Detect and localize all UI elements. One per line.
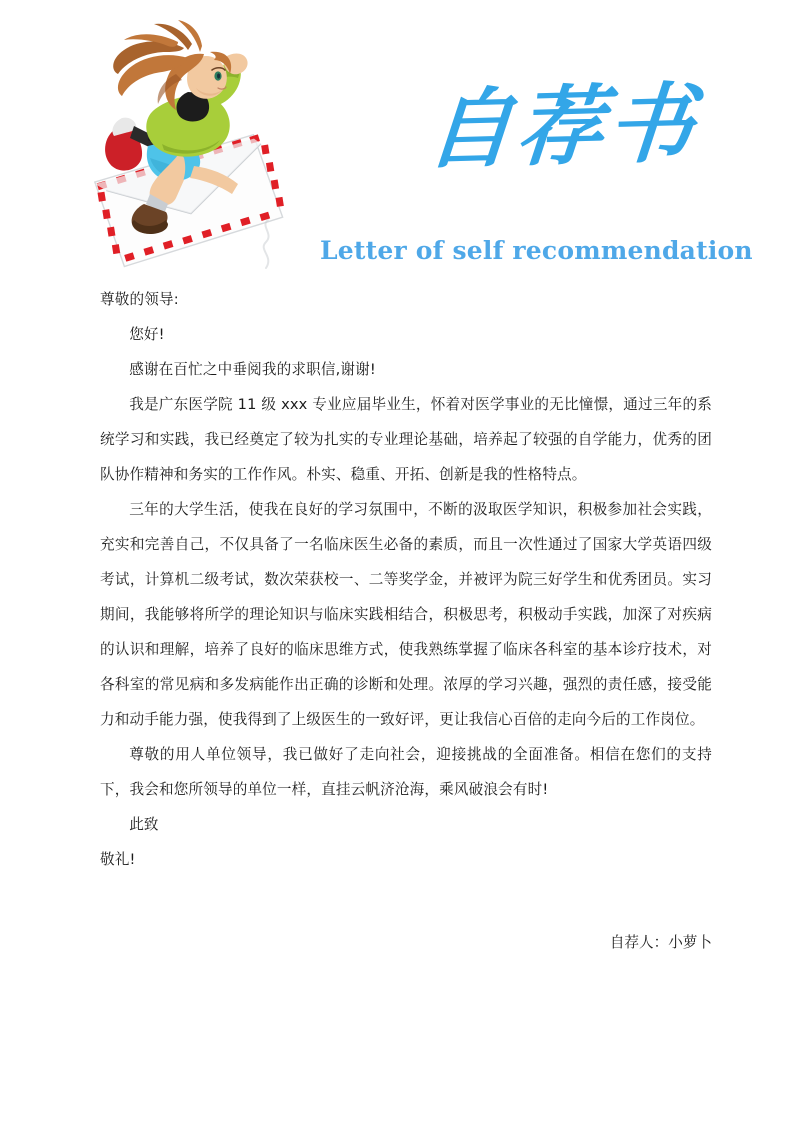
- motion-squiggle-icon: [256, 218, 278, 270]
- letter-body: [100, 282, 712, 877]
- letter-paragraph: 我是广东医学院 11 级 xxx 专业应届毕业生，怀着对医学事业的无比憧憬，通过三年的系统学习和实践，我已经奠定了较为扎实的专业理论基础，培养起了较强的自学能力，优秀的团队协作精神和务实的工作作风。朴实、稳重、开拓、创新是我的性格特点。: [100, 396, 712, 483]
- letter-closing-this: 此致: [129, 816, 159, 833]
- document-title-en: Letter of self recommendation: [320, 236, 753, 265]
- letter-paragraph: 您好!: [129, 326, 165, 343]
- document-title-cn: 自荐书: [422, 72, 702, 181]
- letter-closing-salute: 敬礼!: [100, 851, 136, 868]
- letter-paragraph: 尊敬的用人单位领导，我已做好了走向社会，迎接挑战的全面准备。相信在您们的支持下，我会和您所领导的单位一样，直挂云帆济沧海，乘风破浪会有时!: [100, 746, 712, 798]
- title-lockup: [320, 72, 753, 268]
- document-header: [0, 0, 800, 278]
- letter-paragraph: 三年的大学生活，使我在良好的学习氛围中，不断的汲取医学知识，积极参加社会实践，充实和完善自己，不仅具备了一名临床医生必备的素质，而且一次性通过了国家大学英语四级考试，计算机二级考试，数次荣获校一、二等奖学金，并被评为院三好学生和优秀团员。实习期间，我能够将所学的理论知识与临床实践相结合，积极思考，积极动手实践，加深了对疾病的认识和理解，培养了良好的临床思维方式，使我熟练掌握了临床各科室的基本诊疗技术，对各科室的常见病和多发病能作出正确的诊断和处理。浓厚的学习兴趣，强烈的责任感，接受能力和动手能力强，使我得到了上级医生的一致好评，更让我信心百倍的走向今后的工作岗位。: [100, 501, 712, 728]
- signature-line: 自荐人：小萝卜: [609, 934, 712, 951]
- salutation: 尊敬的领导:: [100, 291, 179, 308]
- letter-paragraph: 感谢在百忙之中垂阅我的求职信,谢谢!: [129, 361, 376, 378]
